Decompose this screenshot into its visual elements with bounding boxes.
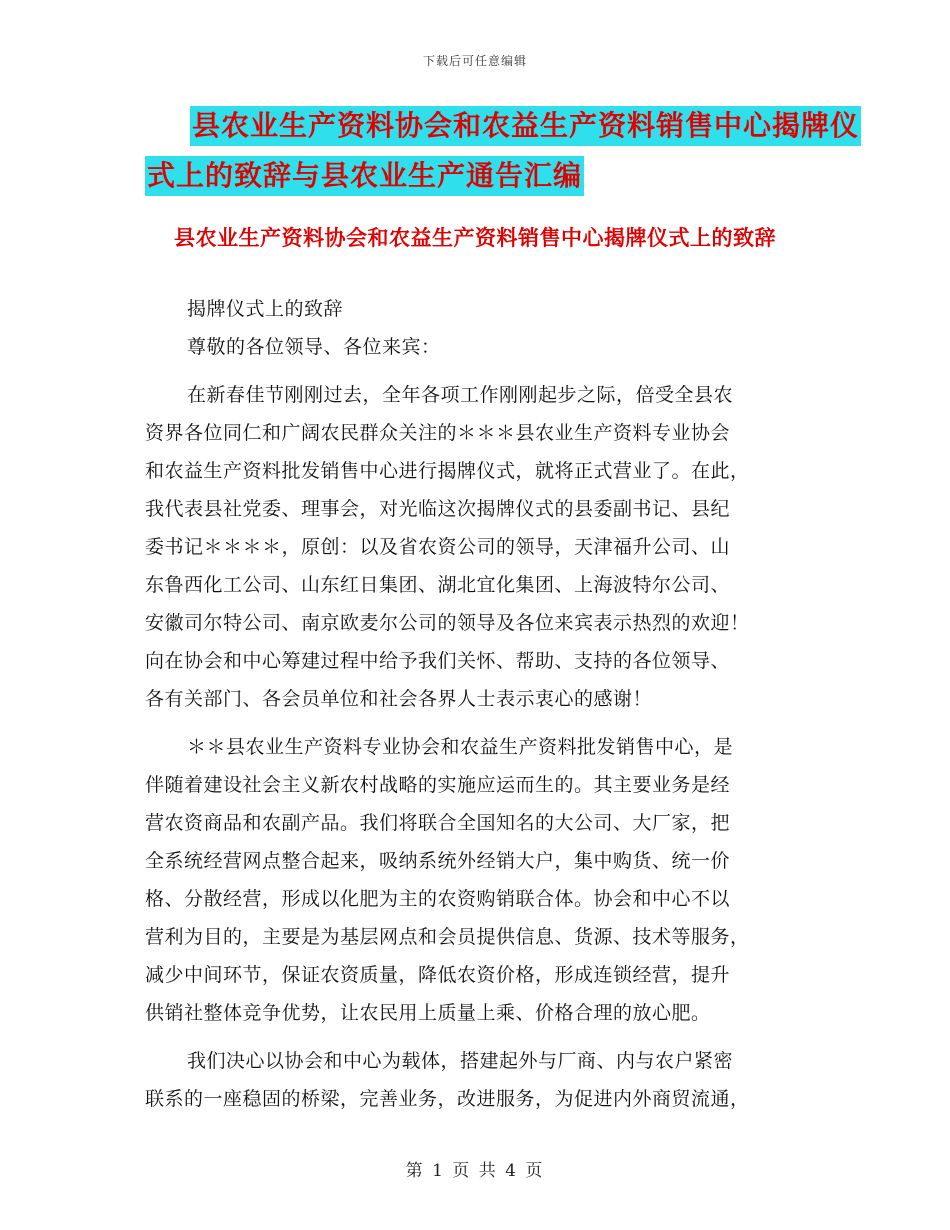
title-line-2: 式上的致辞与县农业生产通告汇编	[145, 156, 584, 196]
section-heading: 县农业生产资料协会和农益生产资料销售中心揭牌仪式上的致辞	[174, 225, 776, 250]
body-line: 减少中间环节，保证农资质量，降低农资价格，形成连锁经营，提升	[145, 964, 731, 986]
page-header-note: 下载后可任意编辑	[422, 54, 527, 68]
body-line: 联系的一座稳固的桥梁，完善业务，改进服务，为促进内外商贸流通，	[145, 1088, 750, 1110]
body-line: 东鲁西化工公司、山东红日集团、湖北宜化集团、上海波特尔公司、	[145, 574, 731, 596]
document-title	[145, 106, 860, 196]
body-line: 和农益生产资料批发销售中心进行揭牌仪式，就将正式营业了。在此，	[145, 460, 750, 482]
body-line: 格、分散经营，形成以化肥为主的农资购销联合体。协会和中心不以	[145, 888, 731, 910]
body-line: 营农资商品和农副产品。我们将联合全国知名的大公司、大厂家，把	[145, 812, 731, 834]
body-line: 供销社整体竞争优势，让农民用上质量上乘、价格合理的放心肥。	[145, 1002, 711, 1024]
body-line: 各有关部门、各会员单位和社会各界人士表示衷心的感谢！	[145, 688, 653, 710]
body-line: 安徽司尔特公司、南京欧麦尔公司的领导及各位来宾表示热烈的欢迎！	[145, 612, 750, 634]
body-text	[145, 290, 805, 1118]
body-line: ＊＊县农业生产资料专业协会和农益生产资料批发销售中心，是	[187, 736, 734, 758]
body-line: 向在协会和中心筹建过程中给予我们关怀、帮助、支持的各位领导、	[145, 650, 731, 672]
body-line: 我们决心以协会和中心为载体，搭建起外与厂商、内与农户紧密	[187, 1050, 734, 1072]
body-line: 全系统经营网点整合起来，吸纳系统外经销大户，集中购货、统一价	[145, 850, 731, 872]
body-line: 委书记＊＊＊＊，原创：以及省农资公司的领导，天津福升公司、山	[145, 536, 731, 558]
title-line-1: 县农业生产资料协会和农益生产资料销售中心揭牌仪	[190, 106, 861, 146]
body-line: 资界各位同仁和广阔农民群众关注的＊＊＊县农业生产资料专业协会	[145, 422, 731, 444]
body-line: 揭牌仪式上的致辞	[187, 298, 344, 320]
body-line: 尊敬的各位领导、各位来宾：	[187, 336, 441, 358]
body-line: 在新春佳节刚刚过去，全年各项工作刚刚起步之际，倍受全县农	[187, 384, 734, 406]
body-line: 营利为目的，主要是为基层网点和会员提供信息、货源、技术等服务，	[145, 926, 750, 948]
page-footer: 第 1 页 共 4 页	[405, 1161, 545, 1181]
body-line: 伴随着建设社会主义新农村战略的实施应运而生的。其主要业务是经	[145, 774, 731, 796]
body-line: 我代表县社党委、理事会，对光临这次揭牌仪式的县委副书记、县纪	[145, 498, 731, 520]
